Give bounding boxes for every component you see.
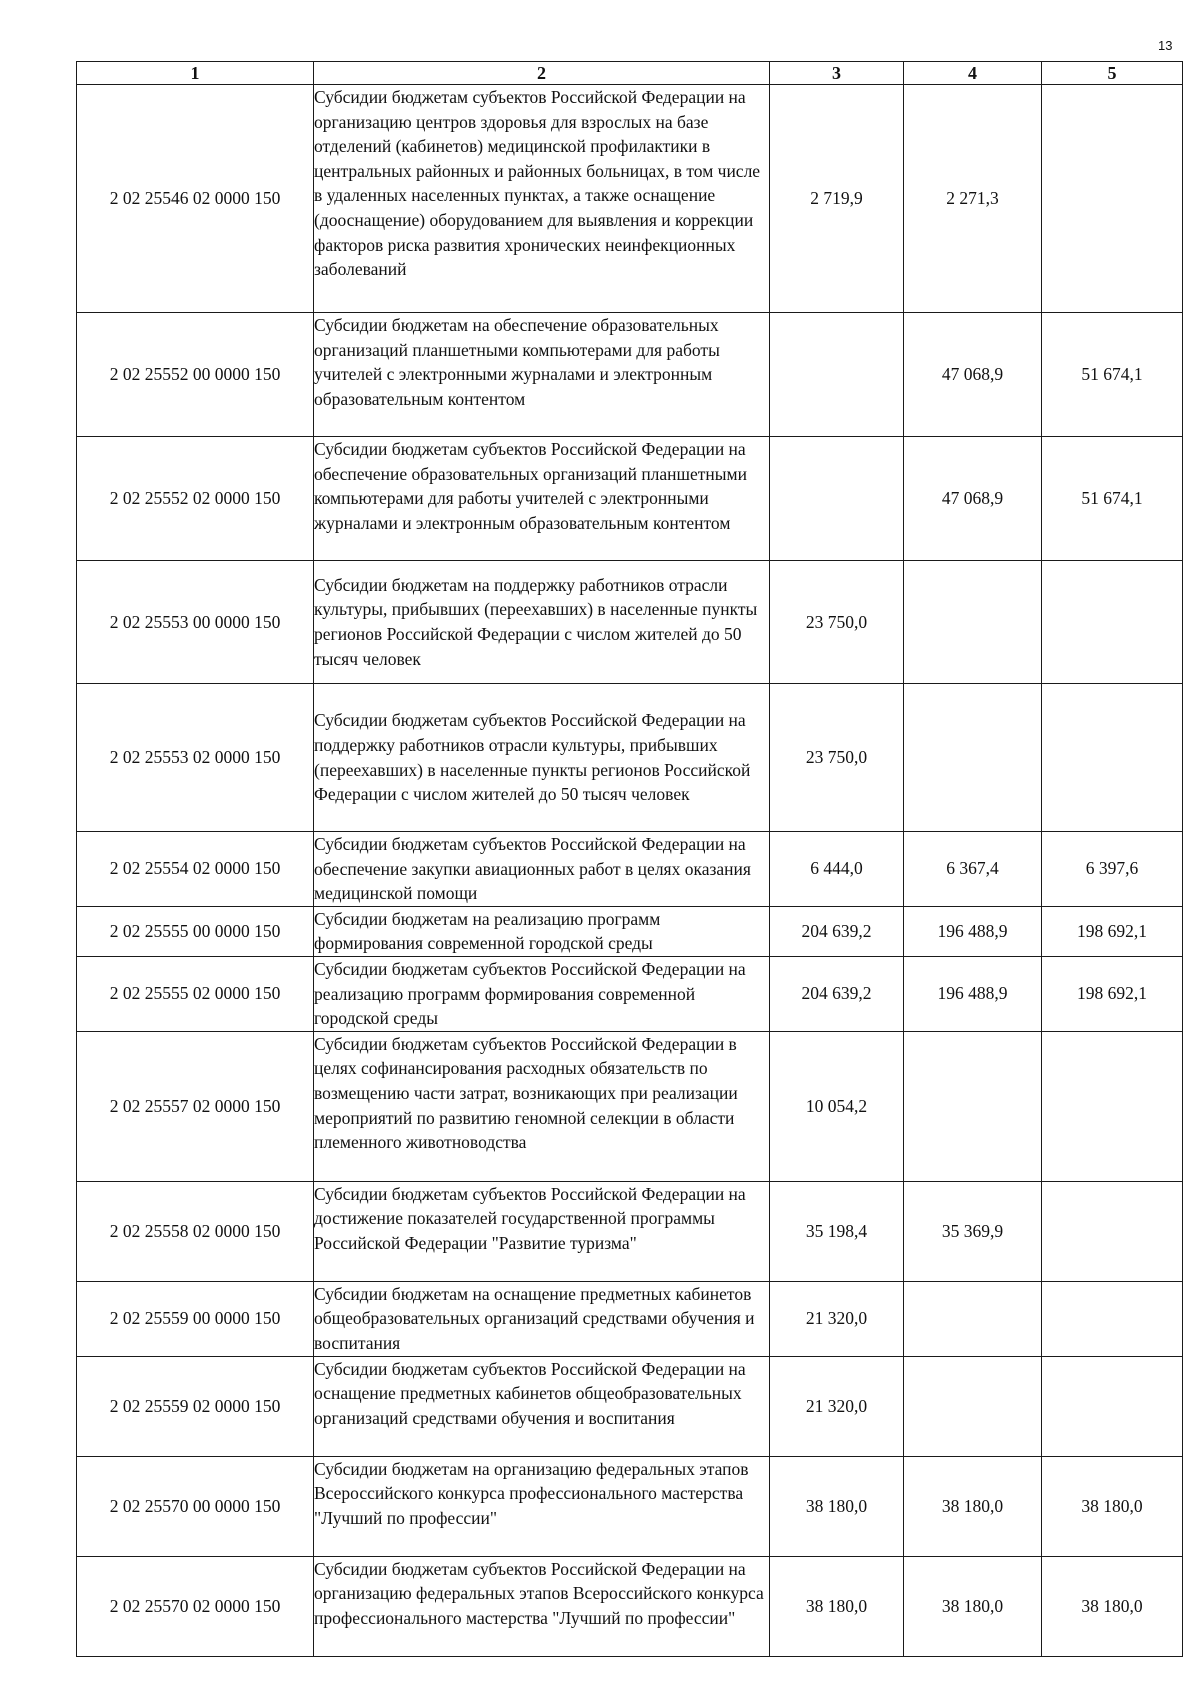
amount-col3: 10 054,2 [770, 1031, 904, 1181]
amount-col3: 204 639,2 [770, 906, 904, 956]
classification-code: 2 02 25559 00 0000 150 [77, 1281, 314, 1356]
classification-code: 2 02 25555 00 0000 150 [77, 906, 314, 956]
amount-col3: 35 198,4 [770, 1181, 904, 1281]
income-description: Субсидии бюджетам на оснащение предметных кабинетов общеобразовательных организаций средствами обучения и воспитания [314, 1281, 770, 1356]
income-description: Субсидии бюджетам субъектов Российской Федерации на организацию федеральных этапов Всероссийского конкурса профессионального мастерства "Лучший по профессии" [314, 1556, 770, 1656]
amount-col4: 6 367,4 [904, 832, 1042, 907]
page-number: 13 [1158, 38, 1173, 53]
amount-col5: 51 674,1 [1042, 313, 1183, 437]
amount-col4: 35 369,9 [904, 1181, 1042, 1281]
amount-col5 [1042, 85, 1183, 313]
income-description: Субсидии бюджетам субъектов Российской Федерации на организацию центров здоровья для взрослых на базе отделений (кабинетов) медицинской профилактики в центральных районных и районных больницах, в том числе в удаленных населенных пунктах, а также оснащение (дооснащение) оборудованием для выявления и коррекции факторов риска развития хронических неинфекционных заболеваний [314, 85, 770, 313]
column-header-5: 5 [1042, 62, 1183, 85]
header-row [77, 62, 1183, 85]
income-description: Субсидии бюджетам на организацию федеральных этапов Всероссийского конкурса профессионального мастерства "Лучший по профессии" [314, 1456, 770, 1556]
amount-col3: 2 719,9 [770, 85, 904, 313]
table-row [77, 906, 1183, 956]
income-description: Субсидии бюджетам субъектов Российской Федерации на обеспечение закупки авиационных работ в целях оказания медицинской помощи [314, 832, 770, 907]
amount-col4: 47 068,9 [904, 437, 1042, 561]
amount-col4: 38 180,0 [904, 1456, 1042, 1556]
income-description: Субсидии бюджетам субъектов Российской Федерации на поддержку работников отрасли культуры, прибывших (переехавших) в населенные пункты регионов Российской Федерации с числом жителей до 50 тысяч человек [314, 684, 770, 832]
income-description: Субсидии бюджетам субъектов Российской Федерации на достижение показателей государственной программы Российской Федерации "Развитие туризма" [314, 1181, 770, 1281]
amount-col3: 38 180,0 [770, 1556, 904, 1656]
classification-code: 2 02 25555 02 0000 150 [77, 956, 314, 1031]
table-row [77, 832, 1183, 907]
amount-col5 [1042, 1031, 1183, 1181]
amount-col4: 196 488,9 [904, 956, 1042, 1031]
table-row [77, 561, 1183, 684]
table-row [77, 1356, 1183, 1456]
income-description: Субсидии бюджетам субъектов Российской Федерации на реализацию программ формирования современной городской среды [314, 956, 770, 1031]
amount-col5: 6 397,6 [1042, 832, 1183, 907]
table-row [77, 956, 1183, 1031]
table-row [77, 684, 1183, 832]
amount-col4 [904, 1281, 1042, 1356]
classification-code: 2 02 25554 02 0000 150 [77, 832, 314, 907]
amount-col4: 196 488,9 [904, 906, 1042, 956]
classification-code: 2 02 25552 02 0000 150 [77, 437, 314, 561]
amount-col5: 198 692,1 [1042, 956, 1183, 1031]
classification-code: 2 02 25570 02 0000 150 [77, 1556, 314, 1656]
table-row [77, 1181, 1183, 1281]
budget-table [76, 61, 1183, 1657]
table-row [77, 1281, 1183, 1356]
income-description: Субсидии бюджетам на поддержку работников отрасли культуры, прибывших (переехавших) в населенные пункты регионов Российской Федерации с числом жителей до 50 тысяч человек [314, 561, 770, 684]
table-row [77, 437, 1183, 561]
amount-col4 [904, 561, 1042, 684]
amount-col3: 23 750,0 [770, 561, 904, 684]
amount-col5: 38 180,0 [1042, 1556, 1183, 1656]
classification-code: 2 02 25557 02 0000 150 [77, 1031, 314, 1181]
amount-col3: 21 320,0 [770, 1281, 904, 1356]
table-row [77, 85, 1183, 313]
amount-col4 [904, 684, 1042, 832]
table-row [77, 1456, 1183, 1556]
classification-code: 2 02 25570 00 0000 150 [77, 1456, 314, 1556]
amount-col5: 198 692,1 [1042, 906, 1183, 956]
amount-col5 [1042, 561, 1183, 684]
amount-col3: 204 639,2 [770, 956, 904, 1031]
classification-code: 2 02 25553 00 0000 150 [77, 561, 314, 684]
income-description: Субсидии бюджетам на обеспечение образовательных организаций планшетными компьютерами для работы учителей с электронными журналами и электронным образовательным контентом [314, 313, 770, 437]
classification-code: 2 02 25546 02 0000 150 [77, 85, 314, 313]
amount-col4: 38 180,0 [904, 1556, 1042, 1656]
amount-col3: 23 750,0 [770, 684, 904, 832]
amount-col4: 2 271,3 [904, 85, 1042, 313]
amount-col5 [1042, 684, 1183, 832]
amount-col5 [1042, 1356, 1183, 1456]
table-row [77, 1031, 1183, 1181]
income-description: Субсидии бюджетам субъектов Российской Федерации на обеспечение образовательных организаций планшетными компьютерами для работы учителей с электронными журналами и электронным образовательным контентом [314, 437, 770, 561]
amount-col5: 51 674,1 [1042, 437, 1183, 561]
amount-col3 [770, 313, 904, 437]
amount-col3: 6 444,0 [770, 832, 904, 907]
column-header-1: 1 [77, 62, 314, 85]
amount-col4 [904, 1031, 1042, 1181]
amount-col5 [1042, 1181, 1183, 1281]
classification-code: 2 02 25559 02 0000 150 [77, 1356, 314, 1456]
amount-col3: 38 180,0 [770, 1456, 904, 1556]
column-header-2: 2 [314, 62, 770, 85]
amount-col5: 38 180,0 [1042, 1456, 1183, 1556]
classification-code: 2 02 25558 02 0000 150 [77, 1181, 314, 1281]
income-description: Субсидии бюджетам субъектов Российской Федерации на оснащение предметных кабинетов общеобразовательных организаций средствами обучения и воспитания [314, 1356, 770, 1456]
amount-col4: 47 068,9 [904, 313, 1042, 437]
amount-col3 [770, 437, 904, 561]
column-header-4: 4 [904, 62, 1042, 85]
classification-code: 2 02 25552 00 0000 150 [77, 313, 314, 437]
amount-col4 [904, 1356, 1042, 1456]
income-description: Субсидии бюджетам субъектов Российской Федерации в целях софинансирования расходных обязательств по возмещению части затрат, возникающих при реализации мероприятий по развитию геномной селекции в области племенного животноводства [314, 1031, 770, 1181]
column-header-3: 3 [770, 62, 904, 85]
table-row [77, 313, 1183, 437]
income-description: Субсидии бюджетам на реализацию программ формирования современной городской среды [314, 906, 770, 956]
table-row [77, 1556, 1183, 1656]
amount-col3: 21 320,0 [770, 1356, 904, 1456]
amount-col5 [1042, 1281, 1183, 1356]
classification-code: 2 02 25553 02 0000 150 [77, 684, 314, 832]
